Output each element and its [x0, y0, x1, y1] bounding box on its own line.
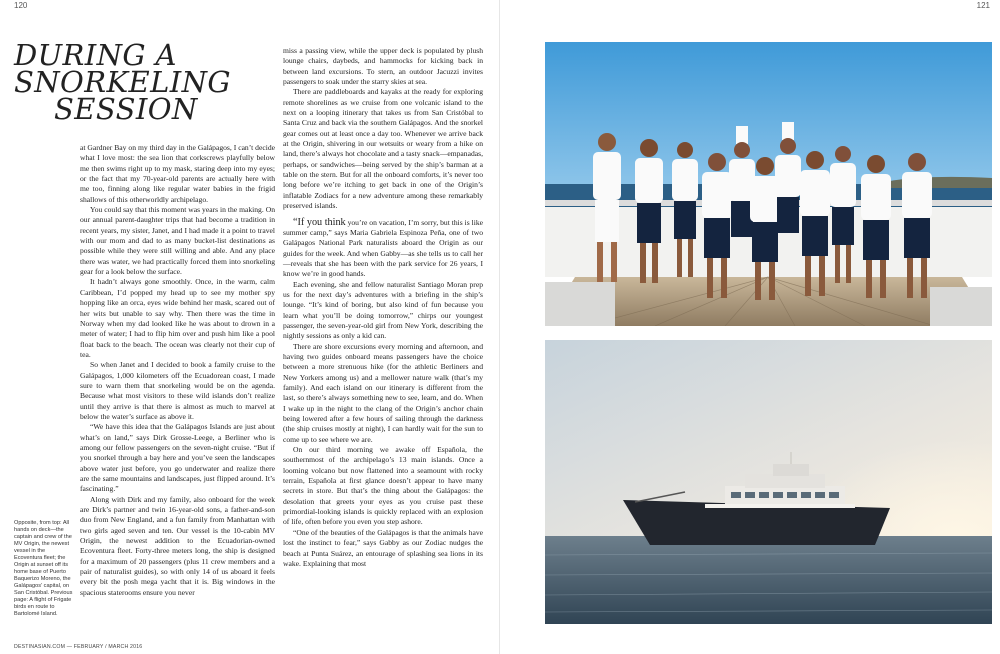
paragraph: Along with Dirk and my family, also onboard for the week are Dirk’s partner and twin 16-year-old sons, a father-and-son duo from New England, and a fun family from Manhattan with two girls aged seven and ten. Our vessel is the 10-cabin MV Origin, the newest addition to the Ecuadorian-owned Ecoventura fleet. Forty-three meters long, the ship is designed for a maximum of 20 passengers (plus 11 crew members and a pair of naturalist guides), so with only 14 of us aboard it feels every bit the posh mega yacht that it is. Big windows in the spacious staterooms ensure you never: [80, 494, 275, 597]
paragraph: So when Janet and I decided to book a family cruise to the Galápagos, 1,000 kilometers off the Ecuadorean coast, I made sure to warn them that snorkeling would be on the agenda. Because what most visitors to these wild islands don’t realize until they arrive is that there is almost as much to marvel at below the water’s surface as above it.: [80, 360, 275, 421]
article-title: [14, 38, 274, 126]
title-line: SESSION: [54, 92, 198, 126]
paragraph-text: you’re on vacation, I’m sorry, but this is like summer camp,” says Maria Gabriela Espinoza Peña, one of two Galápagos National Park naturalists aboard the Origin as our guides for the week. And when Gabby—as she tells us to call her—reveals that she has been with the park service for 26 years, I know we’re in good hands.: [283, 217, 483, 279]
right-page: [500, 0, 1000, 654]
paragraph: It hadn’t always gone smoothly. Once, in the warm, calm Caribbean, I’d popped my head up to see my mother spy hopping like an orca, eyes wide behind her mask, scared out of her wits but unable to say why. Then there was the time in Norway when my dad looked like he was about to drown in a meter of water; I had to flip him over and push him like a pool float back to the beach. The ocean was clearly not their cup of tea.: [80, 277, 275, 359]
title-line: SNORKELING: [14, 65, 231, 99]
paragraph: On our third morning we awake off Española, the southernmost of the archipelago’s 13 main islands. Once a looming volcano but now flattened into a seamount with rocky terrain, Española at first glance doesn’t appear to have many secrets in store. But that’s the thing about the Galápagos: the desolation that greets your eyes as you cruise past these primordial-looking islands is quickly replaced with an explosion of life, often before you even you step ashore.: [283, 445, 483, 527]
body-column-1: [80, 143, 275, 598]
yacht-photo: [545, 340, 992, 624]
paragraph: “We have this idea that the Galápagos Islands are just about what’s on land,” says Dirk Grosse-Leege, a Berliner who is among our fellow passengers on the seven-night cruise. “But if you snorkel through a bay here and you’ve seen the landscapes above water just before, you go underwater and realize there are the same mountains and landscapes, just flipped around. It’s fascinating.”: [80, 422, 275, 494]
paragraph: at Gardner Bay on my third day in the Galápagos, I can’t decide what I love most: the sea lion that corkscrews playfully below me then swims right up to my mask, staring deep into my eyes; or the fact that my 70-year-old parents are actually here with me too, finning along like regular water babies in the frigid shallows of this otherworldly archipelago.: [80, 143, 275, 204]
crew-on-deck-image: [545, 42, 992, 326]
paragraph: miss a passing view, while the upper deck is populated by plush lounge chairs, daybeds, and hammocks for kicking back in between land excursions. To stern, an outdoor Jacuzzi invites passengers to soak under the starry skies at sea.: [283, 46, 483, 87]
yacht-at-sunset-image: [545, 340, 992, 624]
pull-paragraph: [283, 218, 483, 280]
title-line: DURING A: [14, 38, 177, 72]
pull-quote-lead: “If you think: [293, 216, 346, 228]
photo-caption: Opposite, from top: All hands on deck—the captain and crew of the MV Origin, the newest vessel in the Ecoventura fleet; the Origin at sunset off its home base of Puerto Baquerizo Moreno, the Galápagos’ capital, on San Cristóbal. Previous page: A flight of Frigate birds en route to Bartolomé Island.: [14, 520, 73, 617]
page-number: 120: [14, 1, 28, 10]
paragraph: There are paddleboards and kayaks at the ready for exploring remote shorelines as we cruise from one volcanic island to the next on a looping itinerary that takes us from San Cristóbal to Santa Cruz and back via the southern Galápagos. And the snorkel gear comes out at least once a day too. Whenever we arrive back at the Origin, shivering in our wetsuits or weary from a hike on land, there’s always hot chocolate and a tasty snack—empanadas, perhaps, or sandwiches—being served by the ship’s barman at a table on the stern. But for all the onboard comforts, it’s never too long before we’re itching to get back in one of the Origin’s inflatable Zodiacs for a new adventure among these remarkably preserved islands.: [283, 87, 483, 211]
body-column-2: [283, 46, 483, 569]
paragraph: There are shore excursions every morning and afternoon, and having two guides onboard means passengers have the choice between a more strenuous hike (for the athletic Berliners and New Yorkers among us) and a mellower nature walk (that’s my family). And each island on our itinerary is different from the last, so there’s always something new to see, learn, and do. When I wake up in the night to the clang of the Origin’s anchor chain being lowered after a few hours of sailing through the darkness (the ship cruises mostly at night), I can hardly wait for the sun to come up to see where we are.: [283, 341, 483, 444]
crew-photo: [545, 42, 992, 326]
paragraph: You could say that this moment was years in the making. On our annual parent-daughter trips that had become a tradition in recent years, my sister, Janet, and I had made it a point to travel with our mom and dad to as many bucket-list destinations as possible while they were still willing and able. And any place there was water, we had practically forced them into snorkeling gear for a look below the surface.: [80, 205, 275, 277]
page-footer: DESTINASIAN.COM — FEBRUARY / MARCH 2016: [14, 644, 143, 650]
page-number: 121: [976, 1, 990, 10]
paragraph: Each evening, she and fellow naturalist Santiago Moran prep us for the next day’s adventures with a briefing in the ship’s lounge. “It’s kind of boring, but also kind of fun because you learn what you’ll be doing tomorrow,” chirps our youngest passenger, the seven-year-old girl from New York, describing the nightly sessions as only a kid can.: [283, 279, 483, 341]
paragraph: “One of the beauties of the Galápagos is that the animals have lost the instinct to fear,” says Gabby as our Zodiac nudges the beach at Punta Suárez, an entourage of splashing sea lions in its wake. Explaining that most: [283, 527, 483, 568]
